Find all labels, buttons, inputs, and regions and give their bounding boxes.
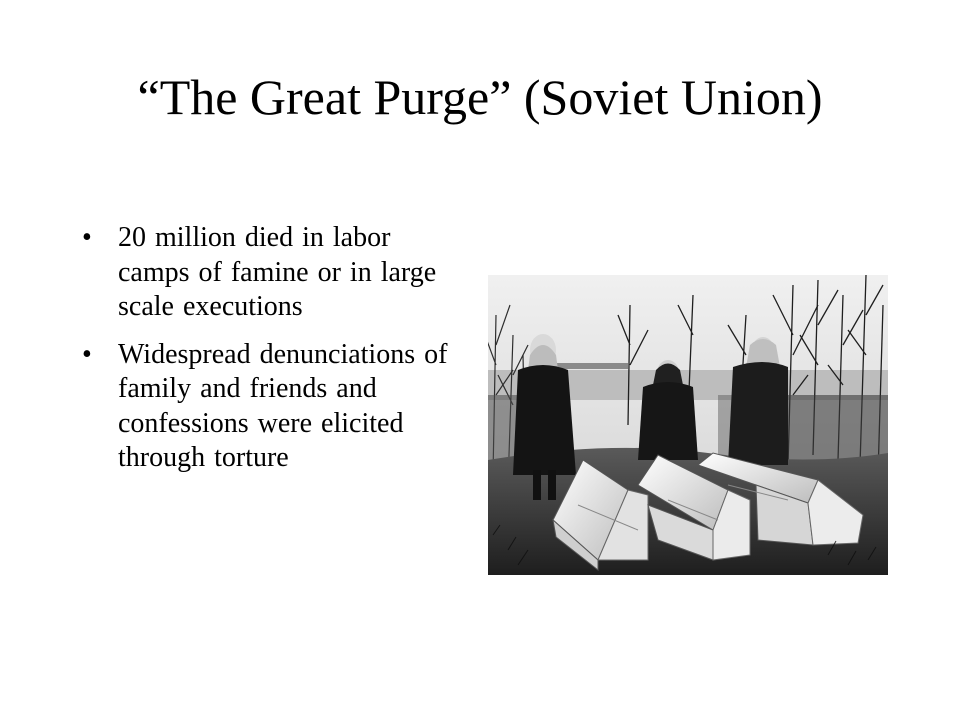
photo-mourners-coffins <box>488 275 888 575</box>
bullet-list <box>82 221 462 489</box>
bullet-item <box>82 338 462 476</box>
slide-title: “The Great Purge” (Soviet Union) <box>137 69 823 125</box>
bullet-text: Widespread denunciations of family and friends and confessions were elicited through torture <box>118 338 448 473</box>
bullet-marker: • <box>82 222 92 253</box>
bullet-marker: • <box>82 338 92 370</box>
bullet-item <box>82 221 462 325</box>
bullet-text: 20 million died in labor camps of famine or in large scale executions <box>118 222 437 322</box>
